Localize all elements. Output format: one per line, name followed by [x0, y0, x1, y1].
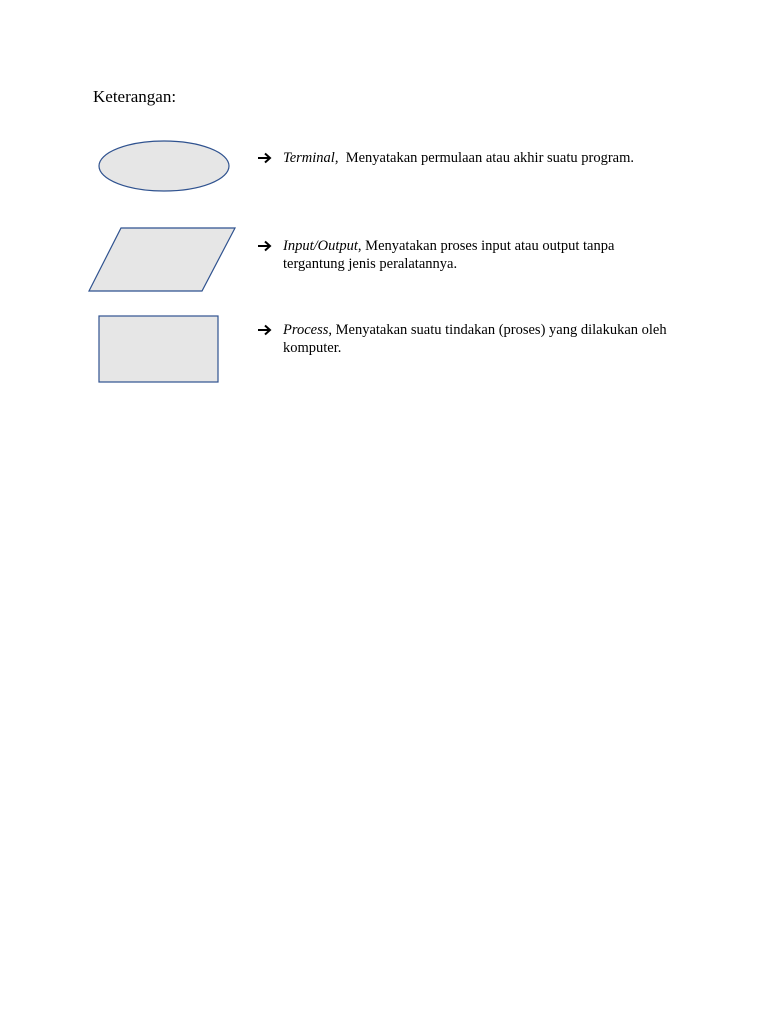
legend-item-process	[256, 321, 676, 357]
legend-description: Menyatakan permulaan atau akhir suatu program.	[345, 150, 634, 166]
legend-text	[283, 237, 643, 273]
arrow-right-icon	[256, 149, 274, 167]
legend-separator: ,	[328, 322, 336, 338]
page-heading: Keterangan:	[93, 87, 177, 106]
legend-term: Terminal	[283, 150, 335, 166]
legend-separator: ,	[357, 238, 366, 254]
legend-term: Process	[283, 322, 329, 338]
arrow-right-icon	[256, 321, 274, 339]
legend-text	[283, 149, 676, 167]
input-output-shape	[88, 227, 238, 293]
legend-separator: ,	[334, 150, 346, 166]
legend-description: Menyatakan proses input atau output tanpa tergantung jenis peralatannya.	[283, 238, 615, 272]
legend-item-terminal	[256, 149, 676, 167]
legend-term: Input/Output	[283, 238, 358, 254]
process-shape	[98, 315, 220, 384]
arrow-right-icon	[256, 237, 274, 255]
legend-item-input-output	[256, 237, 676, 273]
legend-text	[283, 321, 673, 357]
terminal-shape	[98, 140, 232, 194]
legend-description: Menyatakan suatu tindakan (proses) yang dilakukan oleh komputer.	[283, 322, 667, 356]
